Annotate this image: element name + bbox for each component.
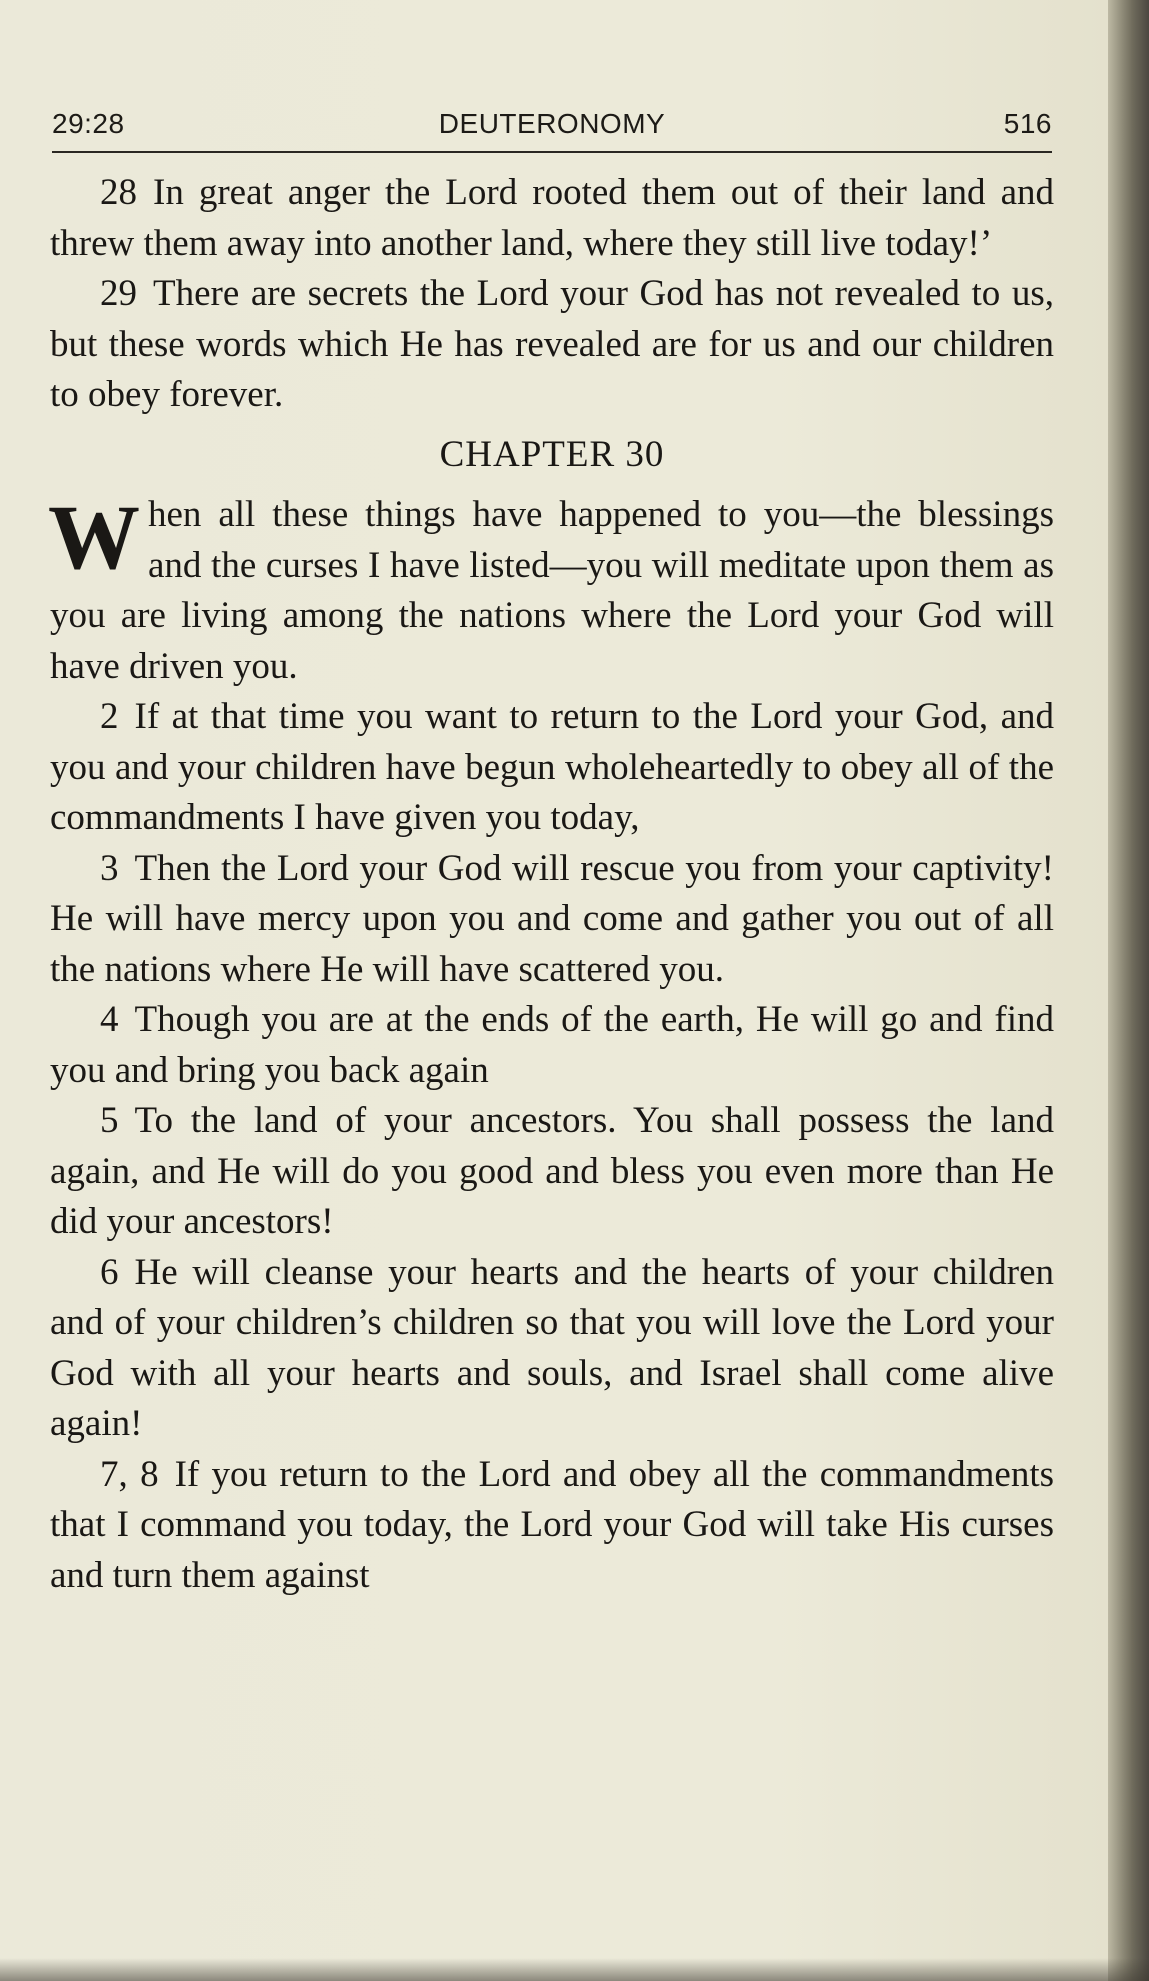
verse-2 — [50, 692, 1054, 844]
chapter-verse-reference: 29:28 — [52, 108, 125, 139]
opening-text: hen all these things have happened to you—the blessings and the curses I have listed—you will meditate upon them as you are living among the nations where the Lord your God will have driven you. — [50, 494, 1054, 687]
verse-number: 7, 8 — [100, 1453, 159, 1495]
verse-text: Though you are at the ends of the earth, He will go and find you and bring you back again — [50, 999, 1054, 1091]
verse-number: 5 — [100, 1100, 119, 1141]
chapter-opening — [48, 486, 1054, 692]
verse-number: 2 — [100, 696, 119, 737]
page-edge-shadow — [1108, 0, 1149, 1981]
verse-28 — [50, 168, 1054, 269]
verse-number: 6 — [100, 1251, 119, 1293]
verse-text: Then the Lord your God will rescue you from your captivity! He will have mercy upon you and come and gather you out of all the nations where He will have scattered you. — [50, 847, 1054, 990]
chapter-heading: CHAPTER 30 — [439, 433, 665, 475]
verse-number: 4 — [100, 999, 119, 1040]
header-rule — [52, 151, 1052, 153]
verse-6 — [50, 1248, 1054, 1450]
verse-text: In great anger the Lord rooted them out of their land and threw them away into another land, where they still live today!’ — [50, 172, 1054, 264]
running-head — [52, 108, 1052, 148]
verse-number: 3 — [100, 847, 119, 889]
verse-number: 28 — [100, 172, 137, 213]
verse-5 — [50, 1096, 1054, 1248]
book-title: DEUTERONOMY — [438, 108, 666, 139]
page-number: 516 — [1003, 108, 1052, 139]
drop-cap: W — [48, 486, 140, 588]
verse-text: If at that time you want to return to the Lord your God, and you and your children have begun wholeheartedly to obey all of the commandments I have given you today, — [50, 696, 1054, 838]
verse-text: If you return to the Lord and obey all the commandments that I command you today, the Lord your God will take His curses and turn them against — [50, 1453, 1054, 1596]
verse-text: To the land of your ancestors. You shall possess the land again, and He will do you good and bless you even more than He did your ancestors! — [50, 1100, 1054, 1242]
verse-number: 29 — [100, 273, 137, 314]
bottom-edge-shadow — [0, 1958, 1149, 1981]
verse-text: There are secrets the Lord your God has not revealed to us, but these words which He has revealed are for us and our children to obey forever. — [50, 273, 1054, 415]
verse-text: He will cleanse your hearts and the hearts of your children and of your children’s children so that you will love the Lord your God with all your hearts and souls, and Israel shall come alive again! — [50, 1251, 1054, 1444]
body-text — [50, 168, 1054, 1601]
verse-4 — [50, 995, 1054, 1096]
verse-3 — [50, 844, 1054, 996]
verse-29 — [50, 269, 1054, 421]
verse-7-8 — [50, 1450, 1054, 1602]
